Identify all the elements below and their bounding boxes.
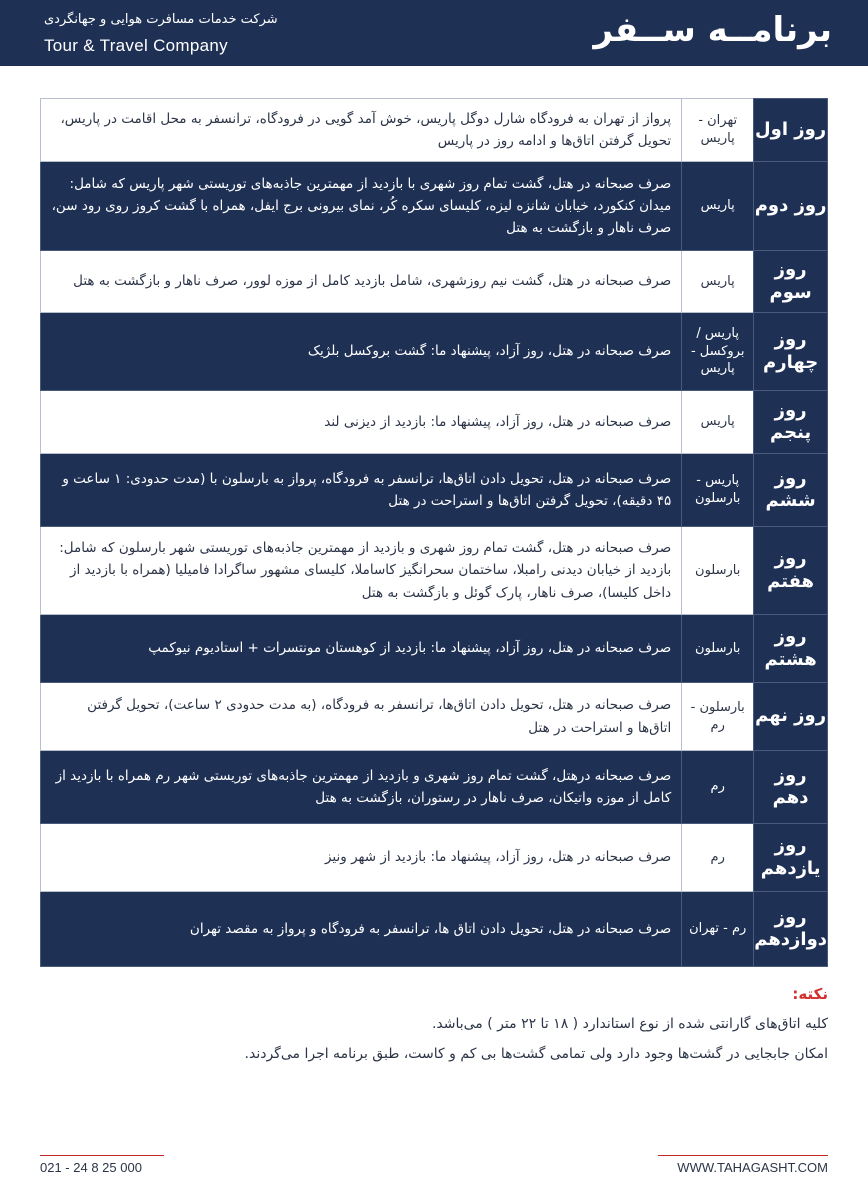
itinerary-row-3	[41, 251, 828, 313]
day-description: صرف صبحانه در هتل، گشت تمام روز شهری با بازدید از مهمترین جاذبه‌های توریستی شهر پاریس که شامل: میدان کنکورد، خیابان شانزه لیزه، کلیسای سکره کُر، نمای بیرونی برج ایفل، همراه با گشت کروز روی رود سن، صرف ناهار و بازگشت به هتل	[41, 162, 682, 251]
day-label: روز ششم	[754, 454, 828, 527]
day-description: صرف صبحانه در هتل، روز آزاد، پیشنهاد ما: بازدید از شهر ونیز	[41, 824, 682, 892]
itinerary-table	[40, 98, 828, 967]
day-label: روز چهارم	[754, 313, 828, 391]
day-description: صرف صبحانه در هتل، روز آزاد، پیشنهاد ما: بازدید از دیزنی لند	[41, 391, 682, 454]
footer-phone: 021 - 24 8 25 000	[40, 1160, 142, 1175]
city-label: پاریس	[682, 162, 754, 251]
itinerary-row-5	[41, 391, 828, 454]
footer-divider	[40, 1155, 164, 1156]
city-label: رم	[682, 751, 754, 824]
itinerary-row-4	[41, 313, 828, 391]
note-line: امکان جابجایی در گشت‌ها وجود دارد ولی تمامی گشت‌ها بی کم و کاست، طبق برنامه اجرا می‌گردند.	[244, 1046, 828, 1063]
city-label: بارسلون	[682, 615, 754, 683]
day-description: صرف صبحانه در هتل، تحویل دادن اتاق‌ها، ترانسفر به فرودگاه، (به مدت حدودی ۲ ساعت)، تحویل گرفتن اتاق‌ها و استراحت در هتل	[41, 683, 682, 751]
itinerary-row-12	[41, 892, 828, 967]
city-label: پاریس	[682, 391, 754, 454]
day-label: روز سوم	[754, 251, 828, 313]
day-description: پرواز از تهران به فرودگاه شارل دوگل پاریس، خوش آمد گویی در فرودگاه، ترانسفر به محل اقامت در پاریس، تحویل گرفتن اتاق‌ها و ادامه روز در پاریس	[41, 99, 682, 162]
day-label: روز دوم	[754, 162, 828, 251]
day-label: روز هشتم	[754, 615, 828, 683]
day-description: صرف صبحانه در هتل، گشت نیم روزشهری، شامل بازدید کامل از موزه لوور، صرف ناهار و بازگشت به هتل	[41, 251, 682, 313]
itinerary-row-9	[41, 683, 828, 751]
itinerary-row-8	[41, 615, 828, 683]
day-description: صرف صبحانه در هتل، روز آزاد، پیشنهاد ما: گشت بروکسل بلژیک	[41, 313, 682, 391]
day-description: صرف صبحانه درهتل، گشت تمام روز شهری و بازدید از مهمترین جاذبه‌های توریستی شهر رم همراه با بازدید از کامل از موزه واتیکان، صرف ناهار در رستوران، بازگشت به هتل	[41, 751, 682, 824]
day-description: صرف صبحانه در هتل، روز آزاد، پیشنهاد ما: بازدید از کوهستان مونتسرات + استادیوم نیوکمپ	[41, 615, 682, 683]
notes-title: نکته:	[792, 985, 828, 1003]
notes-section	[40, 985, 828, 1074]
city-label: بارسلون - رم	[682, 683, 754, 751]
itinerary-row-2	[41, 162, 828, 251]
page-title: برنامــه ســفر	[593, 10, 832, 50]
footer-divider	[658, 1155, 828, 1156]
city-label: تهران - پاریس	[682, 99, 754, 162]
day-label: روز دوازدهم	[754, 892, 828, 967]
footer-website[interactable]: WWW.TAHAGASHT.COM	[677, 1160, 828, 1175]
day-description: صرف صبحانه در هتل، تحویل دادن اتاق ها، ترانسفر به فرودگاه و پرواز به مقصد تهران	[41, 892, 682, 967]
itinerary-row-11	[41, 824, 828, 892]
city-label: پاریس / بروکسل - پاریس	[682, 313, 754, 391]
day-label: روز دهم	[754, 751, 828, 824]
company-name-fa: شرکت خدمات مسافرت هوایی و جهانگردی	[44, 12, 278, 27]
day-label: روز هفتم	[754, 527, 828, 615]
itinerary-row-1	[41, 99, 828, 162]
day-label: روز اول	[754, 99, 828, 162]
note-line: کلیه اتاق‌های گارانتی شده از نوع استاندارد ( ۱۸ تا ۲۲ متر ) می‌باشد.	[431, 1016, 828, 1032]
day-description: صرف صبحانه در هتل، تحویل دادن اتاق‌ها، ترانسفر به فرودگاه، پرواز به بارسلون با (مدت حدودی: ۱ ساعت و ۴۵ دقیقه)، تحویل گرفتن اتاق‌ها و استراحت در هتل	[41, 454, 682, 527]
city-label: پاریس	[682, 251, 754, 313]
city-label: رم	[682, 824, 754, 892]
header-bar	[0, 0, 868, 66]
day-label: روز نهم	[754, 683, 828, 751]
company-name-en: Tour & Travel Company	[44, 36, 228, 55]
day-label: روز یازدهم	[754, 824, 828, 892]
day-description: صرف صبحانه در هتل، گشت تمام روز شهری و بازدید از مهمترین جاذبه‌های توریستی شهر بارسلون که شامل: بازدید از خیابان دیدنی رامبلا، ساختمان سحرانگیز کاساملا، کلیسای مشهور ساگرادا فامیلیا (همراه با بازدید از داخل کلیسا)، صرف ناهار، پارک گوئل و بازگشت به هتل	[41, 527, 682, 615]
city-label: بارسلون	[682, 527, 754, 615]
itinerary-row-7	[41, 527, 828, 615]
city-label: رم - تهران	[682, 892, 754, 967]
itinerary-row-6	[41, 454, 828, 527]
day-label: روز پنجم	[754, 391, 828, 454]
itinerary-row-10	[41, 751, 828, 824]
city-label: پاریس - بارسلون	[682, 454, 754, 527]
